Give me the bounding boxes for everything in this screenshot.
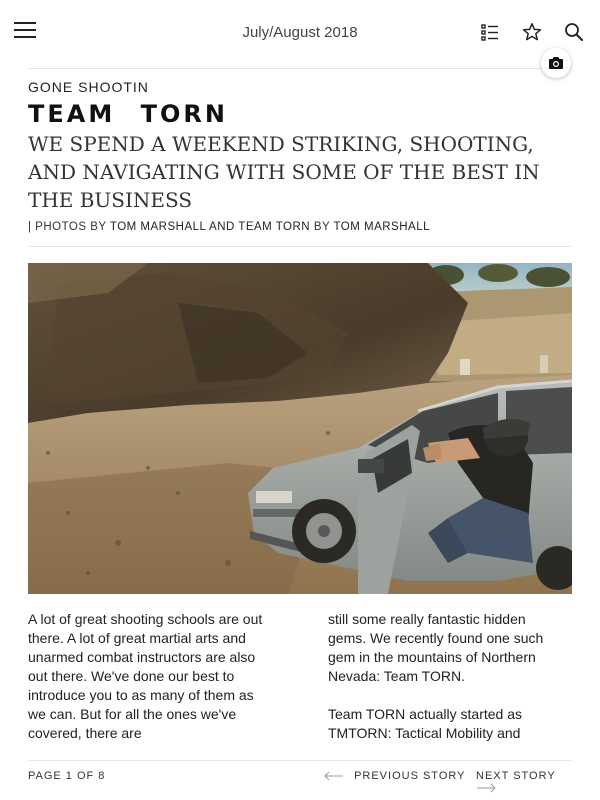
body-paragraph: A lot of great shooting schools are out there. A lot of great martial arts and unarmed combat instructors are also out there. We've done our best to introduce you to as many of them as we can. But for all the ones we've covered, there are — [28, 611, 263, 741]
byline-prefix: | PHOTOS BY — [28, 221, 107, 233]
body-paragraph: Team TORN actually started as TMTORN: Tactical Mobility and — [328, 706, 523, 741]
author-link[interactable]: TOM MARSHALL — [333, 221, 430, 233]
body-column-right — [328, 610, 564, 762]
star-icon[interactable] — [522, 22, 544, 44]
body-column-left — [28, 610, 264, 762]
previous-story-button[interactable] — [324, 770, 465, 782]
next-story-label: NEXT STORY — [476, 770, 556, 782]
table-of-contents-icon[interactable] — [480, 22, 502, 44]
article-kicker: GONE SHOOTIN — [28, 79, 149, 95]
body-paragraph: still some really fantastic hidden gems. We recently found one such gem in the mountains of Northern Nevada: Team TORN. — [328, 611, 544, 684]
previous-story-label: PREVIOUS STORY — [354, 770, 466, 782]
issue-title: July/August 2018 — [242, 24, 358, 41]
divider — [28, 68, 572, 69]
hero-photo[interactable] — [28, 263, 572, 594]
divider — [28, 760, 572, 761]
article-deck: WE SPEND A WEEKEND STRIKING, SHOOTING, AND NAVIGATING WITH SOME OF THE BEST IN THE BUSINESS — [28, 132, 540, 212]
article-headline: TEAM TORN — [28, 100, 228, 128]
page-footer — [28, 770, 572, 784]
article-byline — [28, 221, 430, 233]
top-bar — [0, 0, 600, 62]
arrow-left-icon — [324, 771, 344, 781]
search-icon[interactable] — [564, 22, 586, 44]
byline-by: BY — [313, 221, 330, 233]
page-indicator: PAGE 1 OF 8 — [28, 770, 106, 782]
next-story-button[interactable] — [476, 770, 572, 794]
camera-icon[interactable] — [541, 48, 571, 78]
arrow-right-icon — [476, 783, 496, 793]
photographer-link[interactable]: TOM MARSHALL AND TEAM TORN — [109, 221, 311, 233]
divider — [28, 246, 572, 247]
